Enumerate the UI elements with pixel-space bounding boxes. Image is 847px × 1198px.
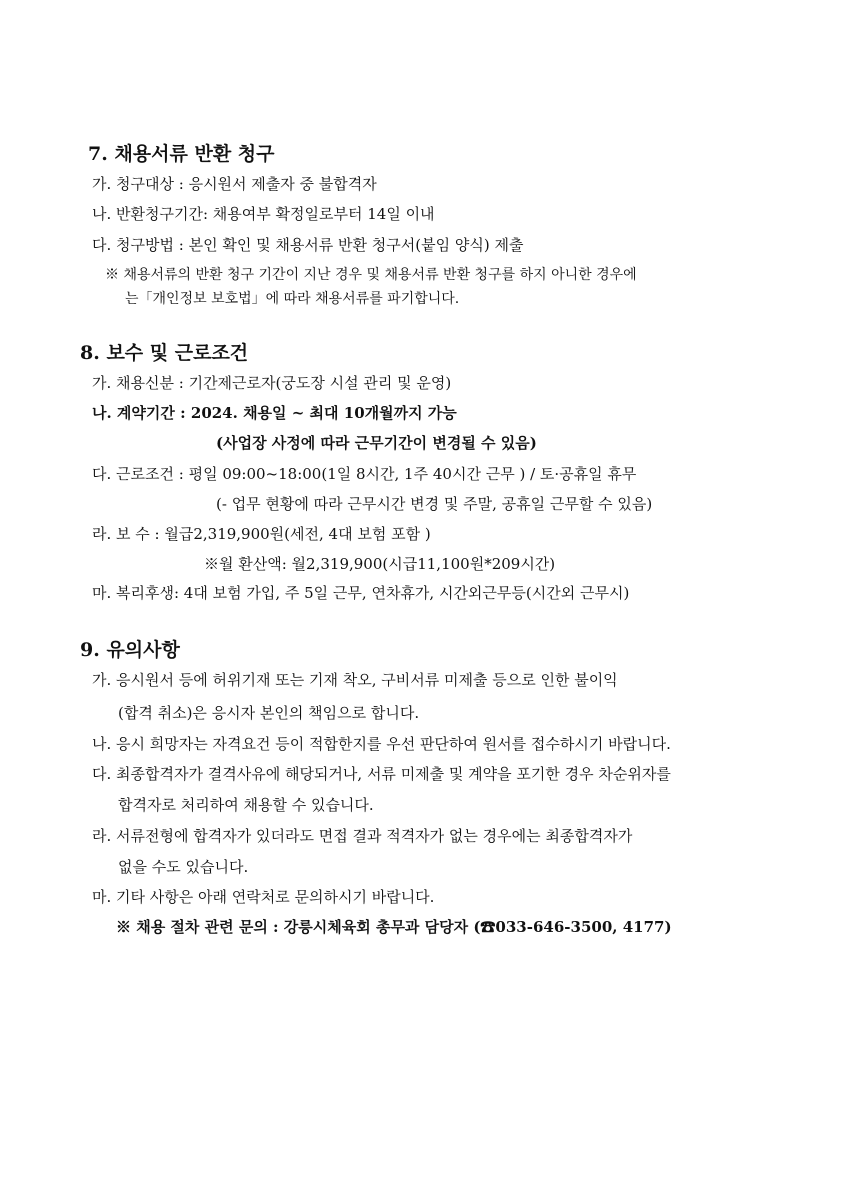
section-8-item-ga: 가. 채용신분 : 기간제근로자(궁도장 시설 관리 및 운영) xyxy=(92,374,452,392)
section-9-item-ra-line-1: 라. 서류전형에 합격자가 있더라도 면접 결과 적격자가 없는 경우에는 최종합격자가 xyxy=(92,827,633,845)
section-7-item-da: 다. 청구방법 : 본인 확인 및 채용서류 반환 청구서(붙임 양식) 제출 xyxy=(92,236,524,254)
contact-info: ※ 채용 절차 관련 문의 : 강릉시체육회 총무과 담당자 (☎033-646-3500, 4177) xyxy=(116,918,672,936)
section-8-item-ma: 마. 복리후생: 4대 보험 가입, 주 5일 근무, 연차휴가, 시간외근무등(시간외 근무시) xyxy=(92,584,630,602)
section-9-item-na: 나. 응시 희망자는 자격요건 등이 적합한지를 우선 판단하여 원서를 접수하시기 바랍니다. xyxy=(92,735,671,753)
section-7-item-na: 나. 반환청구기간: 채용여부 확정일로부터 14일 이내 xyxy=(92,205,435,223)
section-9-item-ma: 마. 기타 사항은 아래 연락처로 문의하시기 바랍니다. xyxy=(92,888,435,906)
section-9-item-ga-line-1: 가. 응시원서 등에 허위기재 또는 기재 착오, 구비서류 미제출 등으로 인한 불이익 xyxy=(92,671,618,689)
section-7-note-line-1: ※ 채용서류의 반환 청구 기간이 지난 경우 및 채용서류 반환 청구를 하지 아니한 경우에 xyxy=(105,267,637,283)
section-9-item-ga-line-2: (합격 취소)은 응시자 본인의 책임으로 합니다. xyxy=(118,704,420,722)
section-7-heading: 7. 채용서류 반환 청구 xyxy=(88,143,275,165)
section-8-item-na: 나. 계약기간 : 2024. 채용일 ~ 최대 10개월까지 가능 xyxy=(92,404,457,422)
section-9-item-da-line-1: 다. 최종합격자가 결격사유에 해당되거나, 서류 미제출 및 계약을 포기한 경우 차순위자를 xyxy=(92,765,671,783)
section-8-heading: 8. 보수 및 근로조건 xyxy=(80,342,249,364)
section-9-heading: 9. 유의사항 xyxy=(80,639,180,661)
section-9-item-da-line-2: 합격자로 처리하여 채용할 수 있습니다. xyxy=(118,796,374,814)
section-8-item-ra-sub: ※월 환산액: 월2,319,900(시급11,100원*209시간) xyxy=(204,555,556,573)
section-8-item-ra: 라. 보 수 : 월급2,319,900원(세전, 4대 보험 포함 ) xyxy=(92,525,431,543)
section-7-note-line-2: 는「개인정보 보호법」에 따라 채용서류를 파기합니다. xyxy=(125,291,460,307)
section-8-item-na-sub: (사업장 사정에 따라 근무기간이 변경될 수 있음) xyxy=(216,434,537,452)
section-7-item-ga: 가. 청구대상 : 응시원서 제출자 중 불합격자 xyxy=(92,175,377,193)
section-8-item-da: 다. 근로조건 : 평일 09:00~18:00(1일 8시간, 1주 40시간 근무 ) / 토·공휴일 휴무 xyxy=(92,465,637,483)
section-9-item-ra-line-2: 없을 수도 있습니다. xyxy=(118,858,249,876)
section-8-item-da-sub: (- 업무 현황에 따라 근무시간 변경 및 주말, 공휴일 근무할 수 있음) xyxy=(216,495,653,513)
